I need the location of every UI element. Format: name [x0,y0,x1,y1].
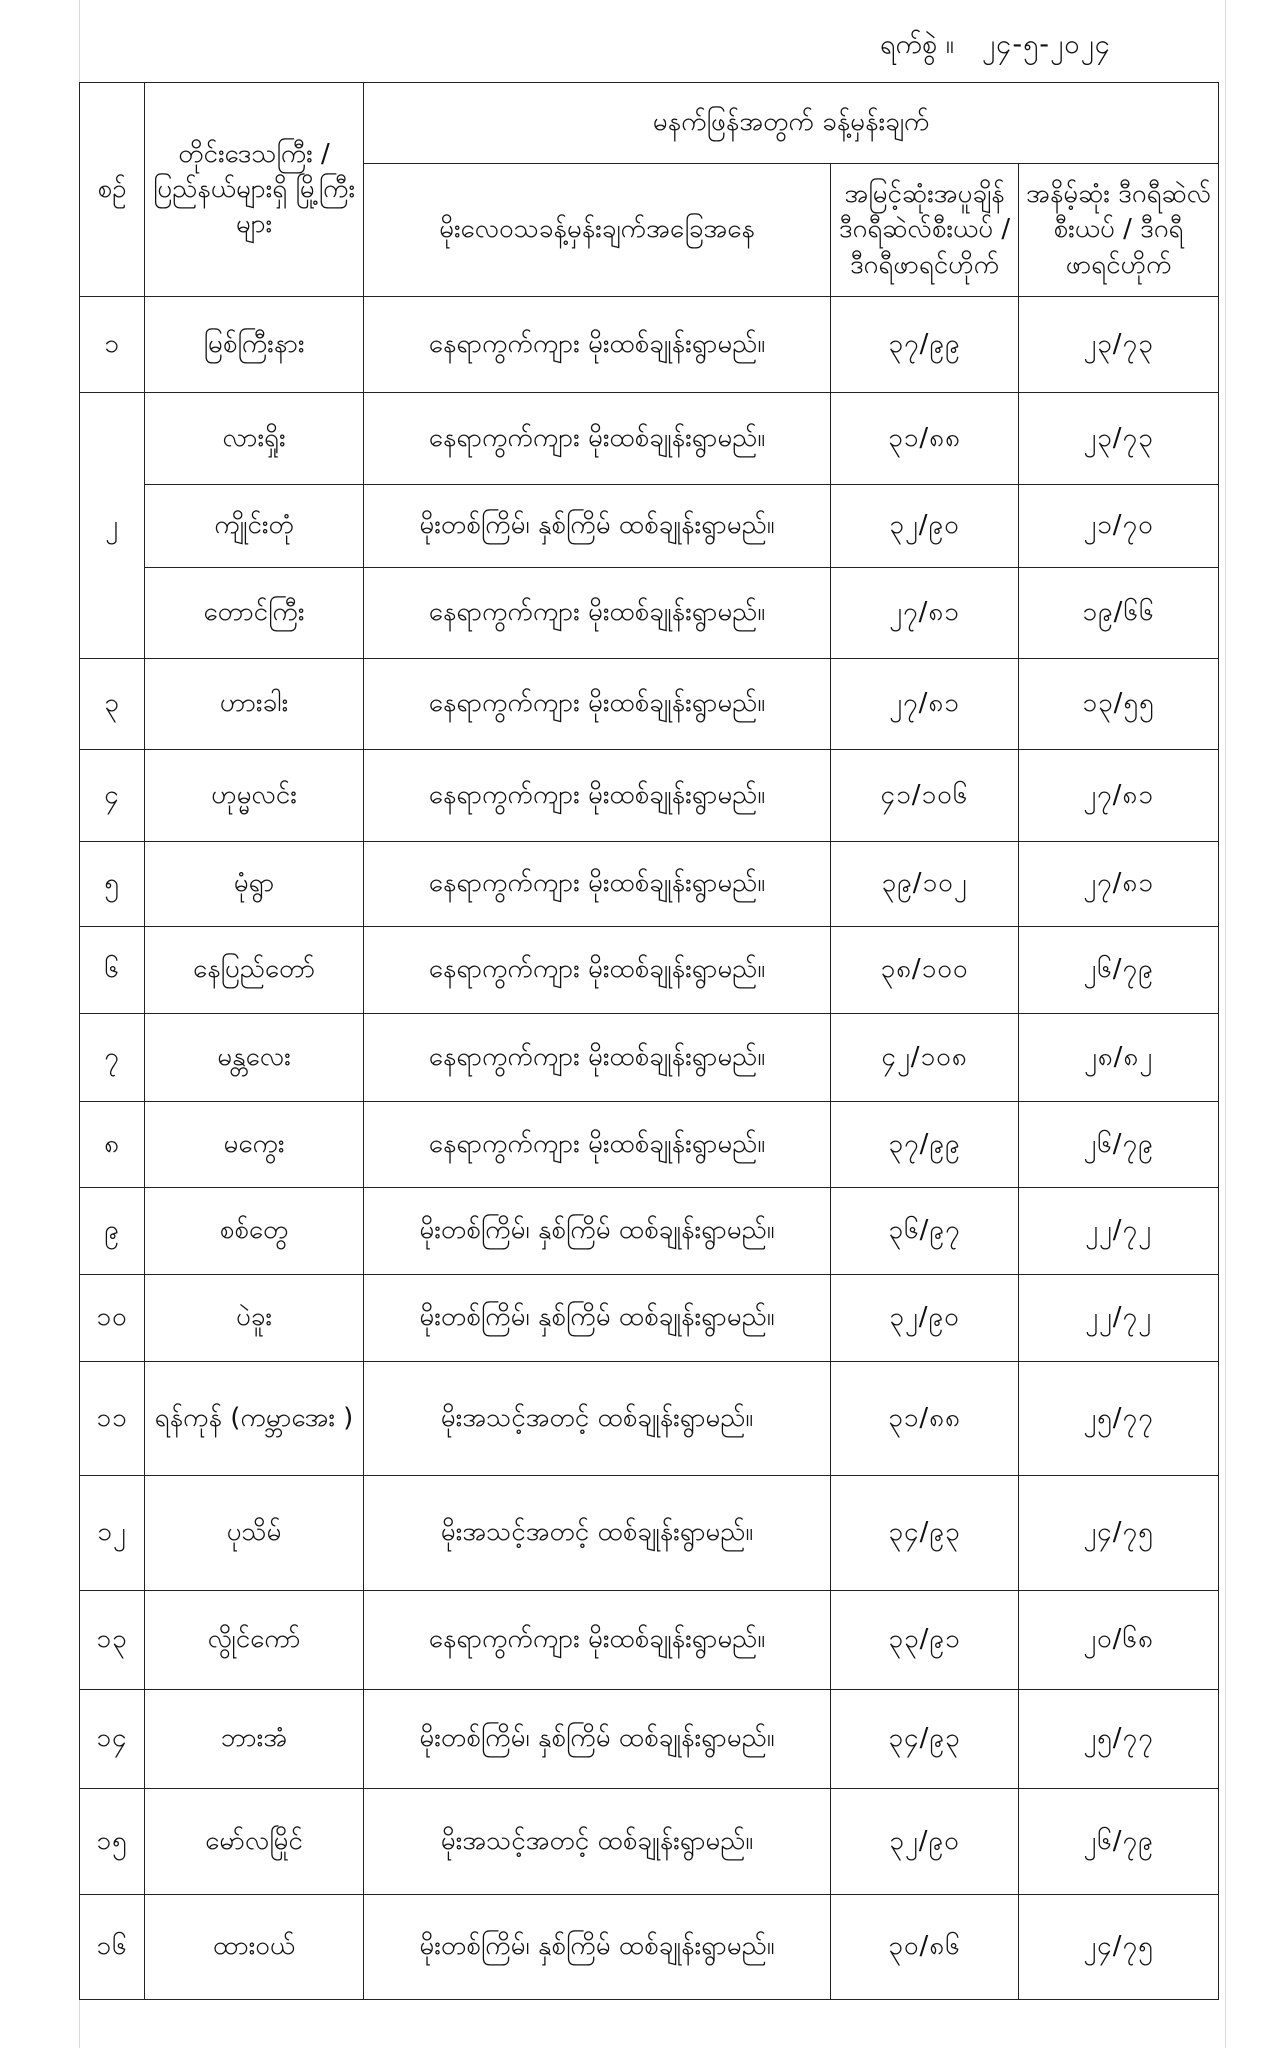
table-row [80,659,1219,750]
weather-cell: နေရာကွက်ကျား မိုးထစ်ချုန်းရွာမည်။ [364,1014,831,1102]
max-temp-cell: ၃၂/၉၀ [831,1275,1019,1362]
weather-cell: မိုးတစ်ကြိမ်၊ နှစ်ကြိမ် ထစ်ချုန်းရွာမည်။ [364,1895,831,2000]
serial-cell: ၂ [80,393,145,659]
table-row [80,1591,1219,1690]
table-row [80,568,1219,659]
min-temp-cell: ၂၅/၇၇ [1019,1362,1219,1476]
table-row [80,1690,1219,1789]
serial-cell: ၄ [80,750,145,842]
serial-cell: ၈ [80,1102,145,1188]
serial-cell: ၁၆ [80,1895,145,2000]
table-row [80,1188,1219,1275]
max-temp-cell: ၃၁/၈၈ [831,393,1019,485]
weather-cell: နေရာကွက်ကျား မိုးထစ်ချုန်းရွာမည်။ [364,297,831,393]
min-temp-cell: ၂၁/၇၀ [1019,485,1219,568]
weather-cell: မိုးအသင့်အတင့် ထစ်ချုန်းရွာမည်။ [364,1476,831,1591]
weather-cell: နေရာကွက်ကျား မိုးထစ်ချုန်းရွာမည်။ [364,842,831,927]
forecast-table [79,82,1219,2000]
table-row [80,393,1219,485]
serial-cell: ၁၂ [80,1476,145,1591]
city-cell: လွိုင်ကော် [145,1591,364,1690]
city-cell: မုံရွာ [145,842,364,927]
table-row [80,1362,1219,1476]
min-temp-cell: ၂၆/၇၉ [1019,927,1219,1014]
max-temp-cell: ၂၇/၈၁ [831,659,1019,750]
city-cell: ကျိုင်းတုံ [145,485,364,568]
min-temp-cell: ၂၇/၈၁ [1019,842,1219,927]
min-temp-cell: ၂၃/၇၃ [1019,297,1219,393]
weather-cell: မိုးတစ်ကြိမ်၊ နှစ်ကြိမ် ထစ်ချုန်းရွာမည်။ [364,1690,831,1789]
max-temp-cell: ၃၁/၈၈ [831,1362,1019,1476]
max-temp-cell: ၃၀/၈၆ [831,1895,1019,2000]
min-temp-cell: ၂၃/၇၃ [1019,393,1219,485]
max-temp-cell: ၃၃/၉၁ [831,1591,1019,1690]
table-row [80,1476,1219,1591]
serial-cell: ၁ [80,297,145,393]
serial-cell: ၁၄ [80,1690,145,1789]
city-cell: နေပြည်တော် [145,927,364,1014]
table-row [80,842,1219,927]
city-cell: ဘားအံ [145,1690,364,1789]
min-temp-cell: ၂၇/၈၁ [1019,750,1219,842]
column-header-max-temp: အမြင့်ဆုံးအပူချိန် ဒီဂရီဆဲလ်စီးယပ် /ဒီဂရီဖာရင်ဟိုက် [831,164,1019,297]
date-line [880,22,1200,72]
table-row [80,485,1219,568]
city-cell: လားရှိုး [145,393,364,485]
table-row [80,750,1219,842]
max-temp-cell: ၄၁/၁၀၆ [831,750,1019,842]
column-header-region: တိုင်းဒေသကြီး / ပြည်နယ်များရှိ မြို့ကြီးများ [145,83,364,297]
table-row [80,1275,1219,1362]
serial-cell: ၁၀ [80,1275,145,1362]
weather-cell: နေရာကွက်ကျား မိုးထစ်ချုန်းရွာမည်။ [364,1102,831,1188]
max-temp-cell: ၃၂/၉၀ [831,485,1019,568]
table-row [80,1895,1219,2000]
serial-cell: ၇ [80,1014,145,1102]
min-temp-cell: ၂၆/၇၉ [1019,1789,1219,1895]
table-row [80,297,1219,393]
city-cell: မကွေး [145,1102,364,1188]
column-header-min-temp: အနိမ့်ဆုံး ဒီဂရီဆဲလ်စီးယပ် / ဒီဂရီဖာရင်ဟိုက် [1019,164,1219,297]
weather-cell: မိုးအသင့်အတင့် ထစ်ချုန်းရွာမည်။ [364,1789,831,1895]
serial-cell: ၅ [80,842,145,927]
city-cell: ဟားခါး [145,659,364,750]
serial-cell: ၉ [80,1188,145,1275]
table-row [80,927,1219,1014]
weather-cell: နေရာကွက်ကျား မိုးထစ်ချုန်းရွာမည်။ [364,568,831,659]
max-temp-cell: ၃၈/၁၀၀ [831,927,1019,1014]
weather-cell: နေရာကွက်ကျား မိုးထစ်ချုန်းရွာမည်။ [364,750,831,842]
column-header-forecast-group: မနက်ဖြန်အတွက် ခန့်မှန်းချက် [364,83,1219,164]
weather-cell: နေရာကွက်ကျား မိုးထစ်ချုန်းရွာမည်။ [364,393,831,485]
min-temp-cell: ၁၃/၅၅ [1019,659,1219,750]
max-temp-cell: ၃၇/၉၉ [831,297,1019,393]
date-value: ၂၄-၅-၂၀၂၄ [981,29,1111,60]
serial-cell: ၁၁ [80,1362,145,1476]
serial-cell: ၃ [80,659,145,750]
table-row [80,1014,1219,1102]
max-temp-cell: ၃၄/၉၃ [831,1690,1019,1789]
max-temp-cell: ၂၇/၈၁ [831,568,1019,659]
max-temp-cell: ၄၂/၁၀၈ [831,1014,1019,1102]
min-temp-cell: ၂၂/၇၂ [1019,1275,1219,1362]
city-cell: မြစ်ကြီးနား [145,297,364,393]
weather-cell: မိုးတစ်ကြိမ်၊ နှစ်ကြိမ် ထစ်ချုန်းရွာမည်။ [364,485,831,568]
date-label: ရက်စွဲ ။ [880,29,954,60]
column-header-weather: မိုးလေဝသခန့်မှန်းချက်အခြေအနေ [364,164,831,297]
weather-cell: နေရာကွက်ကျား မိုးထစ်ချုန်းရွာမည်။ [364,927,831,1014]
min-temp-cell: ၁၉/၆၆ [1019,568,1219,659]
table-row [80,1102,1219,1188]
weather-cell: နေရာကွက်ကျား မိုးထစ်ချုန်းရွာမည်။ [364,659,831,750]
max-temp-cell: ၃၉/၁၀၂ [831,842,1019,927]
serial-cell: ၁၅ [80,1789,145,1895]
min-temp-cell: ၂၀/၆၈ [1019,1591,1219,1690]
city-cell: မော်လမြိုင် [145,1789,364,1895]
max-temp-cell: ၃၂/၉၀ [831,1789,1019,1895]
min-temp-cell: ၂၄/၇၅ [1019,1895,1219,2000]
city-cell: ပဲခူး [145,1275,364,1362]
city-cell: စစ်တွေ [145,1188,364,1275]
city-cell: ရန်ကုန် (ကမ္ဘာအေး ) [145,1362,364,1476]
city-cell: မန္တလေး [145,1014,364,1102]
min-temp-cell: ၂၅/၇၇ [1019,1690,1219,1789]
city-cell: တောင်ကြီး [145,568,364,659]
serial-cell: ၁၃ [80,1591,145,1690]
min-temp-cell: ၂၆/၇၉ [1019,1102,1219,1188]
weather-cell: မိုးတစ်ကြိမ်၊ နှစ်ကြိမ် ထစ်ချုန်းရွာမည်။ [364,1188,831,1275]
max-temp-cell: ၃၄/၉၃ [831,1476,1019,1591]
city-cell: ပုသိမ် [145,1476,364,1591]
column-header-serial: စဉ် [80,83,145,297]
weather-cell: မိုးအသင့်အတင့် ထစ်ချုန်းရွာမည်။ [364,1362,831,1476]
weather-cell: မိုးတစ်ကြိမ်၊ နှစ်ကြိမ် ထစ်ချုန်းရွာမည်။ [364,1275,831,1362]
serial-cell: ၆ [80,927,145,1014]
weather-cell: နေရာကွက်ကျား မိုးထစ်ချုန်းရွာမည်။ [364,1591,831,1690]
min-temp-cell: ၂၂/၇၂ [1019,1188,1219,1275]
min-temp-cell: ၂၈/၈၂ [1019,1014,1219,1102]
city-cell: ထားဝယ် [145,1895,364,2000]
max-temp-cell: ၃၆/၉၇ [831,1188,1019,1275]
table-row [80,1789,1219,1895]
max-temp-cell: ၃၇/၉၉ [831,1102,1019,1188]
city-cell: ဟုမ္မလင်း [145,750,364,842]
min-temp-cell: ၂၄/၇၅ [1019,1476,1219,1591]
